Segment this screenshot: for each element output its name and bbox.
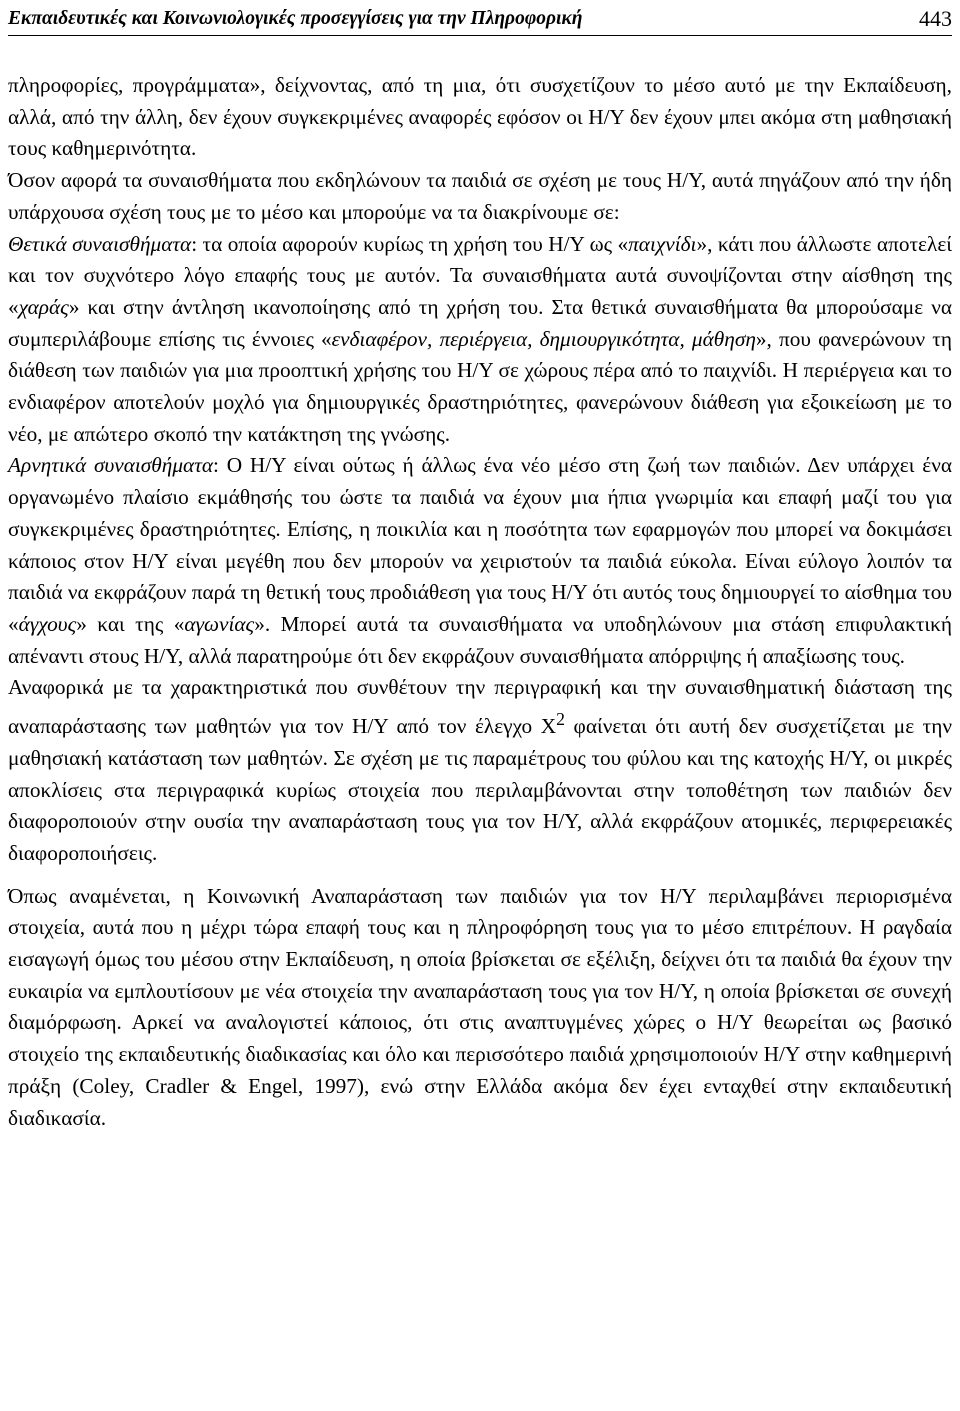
paragraph-negative-emotions [8,450,952,672]
positive-emotions-label: Θετικά συναισθήματα [8,231,192,256]
text-run: φαίνεται ότι αυτή δεν συσχετίζεται με την μαθησιακή κατάσταση των μαθητών. Σε σχέση με τις παραμέτρους του φύλου και της κατοχής Η/Υ, οι μικρές αποκλίσεις στα περιγραφικά κυρίως στοιχεία που περιλαμβάνονται στην τοποθέτηση των παιδιών δεν διαφοροποιούν στην ουσία την αναπαράσταση τους για τον Η/Υ, αλλά εκφράζουν ατομικές, περιφερειακές διαφοροποιήσεις. [8,714,952,865]
negative-emotions-label: Αρνητικά συναισθήματα [8,453,214,478]
superscript: 2 [556,709,565,730]
paragraph-conclusion: Όπως αναμένεται, η Κοινωνική Αναπαράσταση των παιδιών για τον Η/Υ περιλαμβάνει περιορισμένα στοιχεία, αυτά που η μέχρι τώρα επαφή τους και η πληροφόρηση τους για το μέσο επιτρέπουν. Η ραγδαία εισαγωγή όμως του μέσου στην Εκπαίδευση, η οποία βρίσκεται σε εξέλιξη, δείχνει ότι τα παιδιά θα έχουν την ευκαιρία να εμπλουτίσουν με νέα στοιχεία την αναπαράσταση τους για τον Η/Υ, η οποία βρίσκεται σε συνεχή διαμόρφωση. Αρκεί να αναλογιστεί κάποιος, ότι στις αναπτυγμένες χώρες ο Η/Υ θεωρείται ως βασικό στοιχείο της εκπαιδευτικής διαδικασίας και όλο και περισσότερο παιδιά χρησιμοποιούν Η/Υ στην καθημερινή πράξη (Coley, Cradler & Engel, 1997), ενώ στην Ελλάδα ακόμα δεν έχει ενταχθεί στην εκπαιδευτική διαδικασία. [8,883,952,1130]
page-number: 443 [919,6,952,31]
paragraph-chi-square [8,672,952,869]
body-text [8,70,952,1134]
text-run: » και στην άντληση ικανοποίησης από τη χρήση του. Στα θετικά συναισθήματα θα μπορούσαμε να συμπεριλάβουμε επίσης τις έννοιες « [8,294,952,351]
emphasis-run: αγωνίας [184,611,255,636]
text-run: : Ο Η/Υ είναι ούτως ή άλλως ένα νέο μέσο στη ζωή των παιδιών. Δεν υπάρχει ένα οργανωμένο πλαίσιο εκμάθησής του ώστε τα παιδιά να έχουν μια ήπια γνωριμία και επαφή μαζί του για συγκεκριμένες δραστηριότητες. Επίσης, η ποικιλία και η ποσότητα των εφαρμογών που μπορεί να δοκιμάσει κάποιος στον Η/Υ είναι μεγέθη που δεν μπορούν να χειριστούν τα παιδιά εύκολα. Είναι εύλογο λοιπόν τα παιδιά να εκφράζουν παρά τη θετική τους προδιάθεση για τους Η/Υ ότι αυτός τους δημιουργεί το αίσθημα του « [8,453,952,636]
running-header [8,0,952,36]
text-run: », κάτι που άλλωστε αποτελεί και τον συχνότερο λόγο επαφής τους με αυτόν. Τα συναισθήματα αυτά συνοψίζονται στην αίσθηση της « [8,231,952,319]
text-run: ». Μπορεί αυτά τα συναισθήματα να υποδηλώνουν μια στάση επιφυλακτική απέναντι στους Η/Υ, αλλά παρατηρούμε ότι δεν εκφράζουν συναισθήματα απόρριψης ή απαξίωσης τους. [8,611,952,668]
emphasis-run: ενδιαφέρον, περιέργεια, δημιουργικότητα, μάθηση [331,326,756,351]
text-run: Αναφορικά με τα χαρακτηριστικά που συνθέτουν την περιγραφική και την συναισθηματική διάσταση της αναπαράστασης των μαθητών για τον Η/Υ από τον έλεγχο Χ [8,675,952,739]
paragraph-positive-emotions [8,229,952,451]
emphasis-run: παιχνίδι [628,231,697,256]
emphasis-run: άγχους [18,611,77,636]
running-title: Εκπαιδευτικές και Κοινωνιολογικές προσεγγίσεις για την Πληροφορική [8,8,583,29]
emphasis-run: χαράς [18,294,69,319]
paragraph-1: πληροφορίες, προγράμματα», δείχνοντας, από τη μια, ότι συσχετίζουν το μέσο αυτό με την Εκπαίδευση, αλλά, από την άλλη, δεν έχουν συγκεκριμένες αναφορές εφόσον οι Η/Υ δεν έχουν μπει ακόμα στη μαθησιακή τους καθημερινότητα. [8,73,952,161]
paragraph-2: Όσον αφορά τα συναισθήματα που εκδηλώνουν τα παιδιά σε σχέση με τους Η/Υ, αυτά πηγάζουν από την ήδη υπάρχουσα σχέση τους με το μέσο και μπορούμε να τα διακρίνουμε σε: [8,168,952,224]
text-run: », που φανερώνουν τη διάθεση των παιδιών για μια προοπτική χρήσης του Η/Υ σε χώρους πέρα από το παιχνίδι. Η περιέργεια και το ενδιαφέρον αποτελούν μοχλό για δημιουργικές δραστηριότητες, φανερώνουν διάθεση για εξοικείωση με το νέο, με απώτερο σκοπό την κατάκτηση της γνώσης. [8,326,953,446]
text-run: : τα οποία αφορούν κυρίως τη χρήση του Η/Υ ως « [191,231,629,256]
text-run: » και της « [76,611,185,636]
